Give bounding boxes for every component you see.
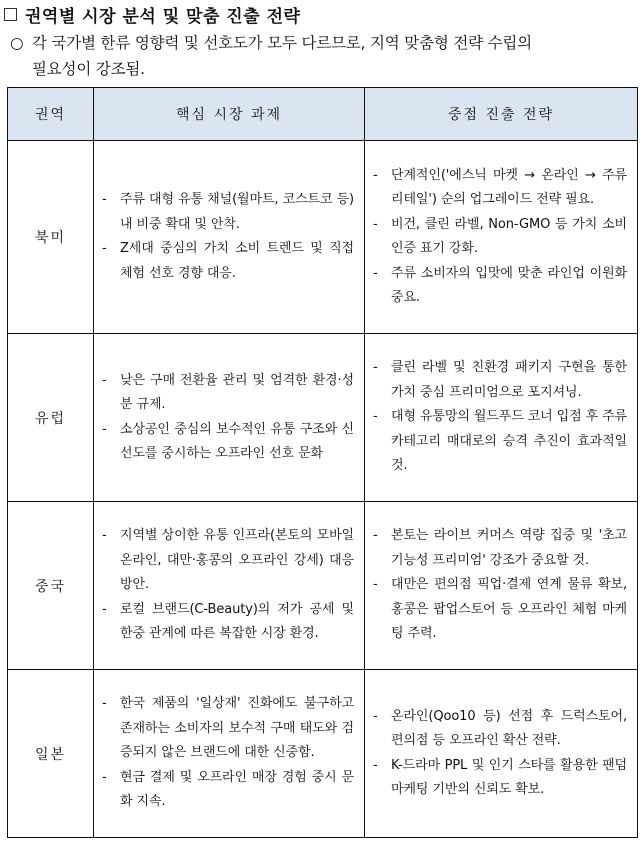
list-item: - 클린 라벨 및 친환경 패키지 구현을 통한 가치 중심 프리미엄으로 포지셔닝. [373, 360, 627, 400]
section-heading [4, 2, 300, 27]
column-header-strategies: 중점 진출 전략 [365, 88, 638, 141]
empty-checkbox-icon [4, 8, 17, 21]
table-row-europe [8, 334, 638, 502]
list-item: - 소상공인 중심의 보수적인 유통 구조와 신선도를 중시하는 오프라인 선호 문화 [102, 421, 354, 461]
strategies-cell [365, 334, 638, 502]
list-item: - 지역별 상이한 유통 인프라(본토의 모바일 온라인, 대만·홍콩의 오프라인 강세) 대응 방안. [102, 528, 354, 593]
circle-bullet-icon: ○ [10, 34, 24, 52]
strategies-cell [365, 502, 638, 670]
list-item: - 본토는 라이브 커머스 역량 집중 및 '초고기능성 프리미엄' 강조가 중요할 것. [373, 528, 627, 568]
table-row-north-america [8, 141, 638, 334]
region-cell: 북미 [8, 141, 94, 334]
intro-paragraph [10, 30, 640, 82]
region-cell: 중국 [8, 502, 94, 670]
column-header-region: 권역 [8, 88, 94, 141]
section-title: 권역별 시장 분석 및 맞춤 진출 전략 [25, 7, 301, 27]
list-item: - 한국 제품의 '일상재' 진화에도 불구하고 존재하는 소비자의 보수적 구매 태도와 검증되지 않은 브랜드에 대한 신중함. [102, 696, 354, 761]
list-item: - 주류 소비자의 입맛에 맞춘 라인업 이원화 중요. [373, 265, 627, 305]
list-item: - 낮은 구매 전환율 관리 및 엄격한 환경·성분 규제. [102, 372, 354, 412]
list-item: - 주류 대형 유통 채널(월마트, 코스트코 등) 내 비중 확대 및 안착. [102, 192, 354, 232]
table-row-china [8, 502, 638, 670]
list-item: - 비건, 클린 라벨, Non-GMO 등 가치 소비 인증 표기 강화. [373, 216, 627, 256]
intro-line-2: 필요성이 강조됨. [32, 60, 145, 78]
list-item: - 대만은 편의점 픽업·결제 연계 물류 확보, 홍콩은 팝업스토어 등 오프라인 체험 마케팅 주력. [373, 577, 627, 642]
region-cell: 일본 [8, 670, 94, 838]
table-row-japan [8, 670, 638, 838]
intro-line-1: 각 국가별 한류 영향력 및 선호도가 모두 다르므로, 지역 맞춤형 전략 수립의 [32, 34, 532, 52]
list-item: - 단계적인('에스닉 마켓 → 온라인 → 주류 리테일') 순의 업그레이드 전략 필요. [373, 167, 627, 207]
challenges-cell [94, 502, 365, 670]
challenges-cell [94, 670, 365, 838]
list-item: - 로컬 브랜드(C-Beauty)의 저가 공세 및 한중 관계에 따른 복잡한 시장 환경. [102, 601, 354, 642]
challenges-cell [94, 141, 365, 334]
list-item: - 온라인(Qoo10 등) 선점 후 드럭스토어, 편의점 등 오프라인 확산 전략. [373, 708, 627, 748]
list-item: - K-드라마 PPL 및 인기 스타를 활용한 팬덤 마케팅 기반의 신뢰도 확보. [373, 757, 627, 797]
table-header-row [8, 88, 638, 141]
list-item: - Z세대 중심의 가치 소비 트렌드 및 직접 체험 선호 경향 대응. [102, 241, 354, 281]
region-cell: 유럽 [8, 334, 94, 502]
strategies-cell [365, 141, 638, 334]
region-strategy-table [7, 87, 638, 838]
strategies-cell [365, 670, 638, 838]
column-header-challenges: 핵심 시장 과제 [94, 88, 365, 141]
challenges-cell [94, 334, 365, 502]
list-item: - 현금 결제 및 오프라인 매장 경험 중시 문화 지속. [102, 769, 354, 810]
list-item: - 대형 유통망의 월드푸드 코너 입점 후 주류 카테고리 매대로의 승격 추진이 효과적일 것. [373, 409, 627, 474]
